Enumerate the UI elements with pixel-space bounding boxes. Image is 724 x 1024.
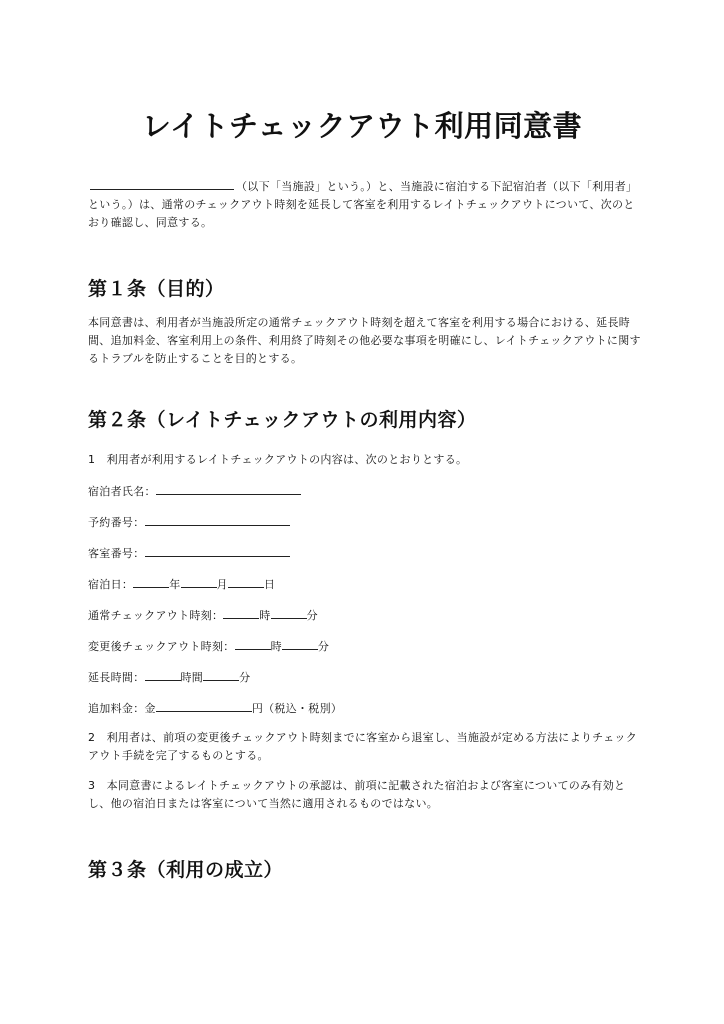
extension-minutes-blank[interactable]	[203, 668, 239, 681]
month-unit: 月	[216, 578, 228, 591]
document-title: レイトチェックアウト利用同意書	[141, 109, 583, 143]
article1-body: 本同意書は、利用者が当施設所定の通常チェックアウト時刻を超えて客室を利用する場合における、延長時間、追加料金、客室利用上の条件、利用終了時刻その他必要な事項を明確にし、レイトチェックアウトに関するトラブルを防止することを目的とする。	[88, 316, 641, 365]
extension-minute-unit: 分	[239, 671, 251, 684]
hours-unit: 時間	[180, 671, 204, 684]
reservation-no-label: 予約番号：	[88, 516, 145, 529]
guest-name-field	[88, 482, 301, 500]
extension-hours-blank[interactable]	[145, 668, 181, 681]
fee-field	[88, 699, 342, 717]
fee-amount-blank[interactable]	[156, 699, 252, 712]
changed-checkout-hour-blank[interactable]	[235, 637, 271, 650]
changed-checkout-label: 変更後チェックアウト時刻：	[88, 640, 235, 653]
changed-hour-unit: 時	[270, 640, 282, 653]
normal-checkout-label: 通常チェックアウト時刻：	[88, 609, 224, 622]
extension-label: 延長時間：	[88, 671, 145, 684]
stay-date-label: 宿泊日：	[88, 578, 134, 591]
article1-heading: 第１条（目的）	[88, 278, 225, 300]
article2-heading: 第２条（レイトチェックアウトの利用内容）	[88, 409, 477, 431]
fee-label: 追加料金：金	[88, 702, 156, 715]
intro-text: （以下「当施設」という。）と、当施設に宿泊する下記宿泊者（以下「利用者」という。）は、通常のチェックアウト時刻を延長して客室を利用するレイトチェックアウトについて、次のとおり確認し、同意する。	[88, 180, 638, 229]
fee-unit: 円（税込・税別）	[251, 702, 343, 715]
normal-hour-unit: 時	[259, 609, 271, 622]
facility-name-blank[interactable]	[90, 188, 234, 190]
article3-heading: 第３条（利用の成立）	[88, 859, 284, 881]
room-no-field	[88, 544, 290, 562]
extension-field	[88, 668, 250, 686]
normal-checkout-minute-blank[interactable]	[271, 606, 307, 619]
intro-paragraph	[88, 178, 644, 232]
guest-name-label: 宿泊者氏名：	[88, 485, 156, 498]
year-unit: 年	[169, 578, 181, 591]
day-unit: 日	[263, 578, 276, 591]
article2-item3: 3 本同意書によるレイトチェックアウトの承認は、前項に記載された宿泊および客室についてのみ有効とし、他の宿泊日または客室について当然に適用されるものではない。	[88, 779, 626, 810]
stay-month-blank[interactable]	[181, 575, 217, 588]
article2-item1: 1 利用者が利用するレイトチェックアウトの内容は、次のとおりとする。	[88, 453, 468, 466]
guest-name-blank[interactable]	[156, 482, 301, 495]
normal-checkout-hour-blank[interactable]	[223, 606, 259, 619]
changed-checkout-field	[88, 637, 329, 655]
stay-year-blank[interactable]	[133, 575, 169, 588]
normal-minute-unit: 分	[306, 609, 318, 622]
stay-date-field	[88, 575, 275, 593]
normal-checkout-field	[88, 606, 318, 624]
changed-minute-unit: 分	[317, 640, 330, 653]
reservation-no-field	[88, 513, 290, 531]
room-no-label: 客室番号：	[88, 547, 145, 560]
room-no-blank[interactable]	[145, 544, 290, 557]
reservation-no-blank[interactable]	[145, 513, 290, 526]
changed-checkout-minute-blank[interactable]	[282, 637, 318, 650]
stay-day-blank[interactable]	[228, 575, 264, 588]
article2-item2: 2 利用者は、前項の変更後チェックアウト時刻までに客室から退室し、当施設が定める方法によりチェックアウト手続を完了するものとする。	[88, 731, 638, 762]
